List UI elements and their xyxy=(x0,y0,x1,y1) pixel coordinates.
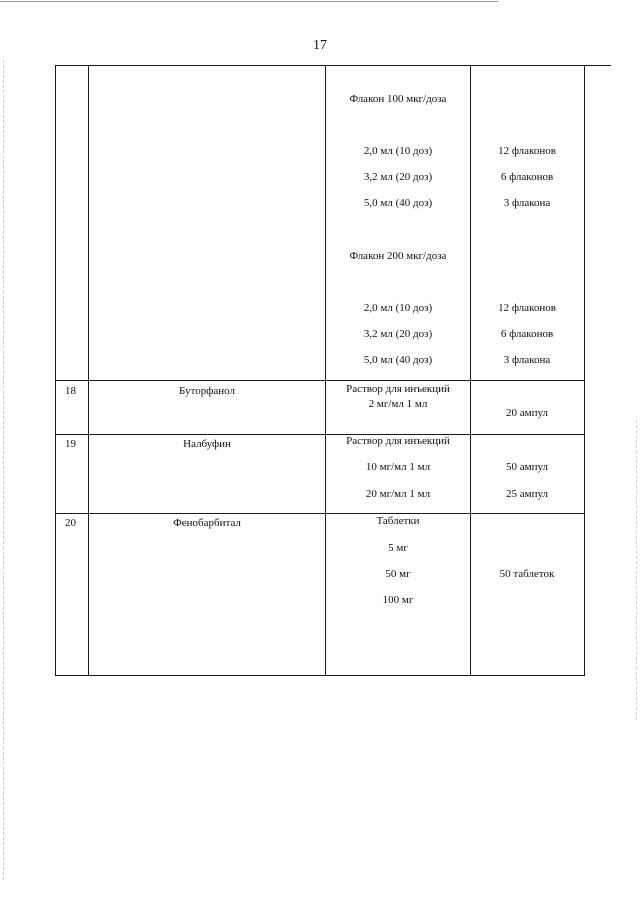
row-divider-20 xyxy=(55,513,585,514)
col-border-form xyxy=(470,65,471,676)
col-border-num xyxy=(88,65,89,676)
scan-edge-right xyxy=(636,420,637,720)
quantity: 25 ампул xyxy=(506,488,548,500)
dosage-form: 3,2 мл (20 доз) xyxy=(363,171,433,183)
dosage-form: 5,0 мл (40 доз) xyxy=(363,197,433,209)
drug-name: Налбуфин xyxy=(183,438,231,450)
dosage-form: Раствор для инъекций xyxy=(346,435,450,447)
dosage-form: Таблетки xyxy=(376,515,420,527)
group-header: Флакон 200 мкг/доза xyxy=(349,250,447,262)
dosage-form: 2 мг/мл 1 мл xyxy=(368,398,428,410)
quantity: 6 флаконов xyxy=(500,328,554,340)
dosage-form: 50 мг xyxy=(385,568,411,580)
row-divider-19 xyxy=(55,434,585,435)
group-header: Флакон 100 мкг/доза xyxy=(349,93,447,105)
dosage-form: 5,0 мл (40 доз) xyxy=(363,354,433,366)
quantity: 6 флаконов xyxy=(500,171,554,183)
col-border-right xyxy=(584,65,585,676)
quantity: 50 ампул xyxy=(506,461,548,473)
drug-name: Фенобарбитал xyxy=(173,517,241,529)
page-number: 17 xyxy=(313,38,327,53)
row-number: 20 xyxy=(65,517,76,529)
dosage-form: 5 мг xyxy=(388,542,408,554)
col-border-left xyxy=(55,65,56,676)
scan-edge-top xyxy=(0,1,498,2)
dosage-form: 3,2 мл (20 доз) xyxy=(363,328,433,340)
drug-name: Буторфанол xyxy=(179,385,235,397)
table-top-border xyxy=(55,65,611,66)
quantity: 20 ампул xyxy=(506,407,548,419)
quantity: 3 флакона xyxy=(503,197,551,209)
dosage-form: 2,0 мл (10 доз) xyxy=(363,145,433,157)
col-border-name xyxy=(325,65,326,676)
scan-edge-left xyxy=(3,60,4,880)
row-divider-18 xyxy=(55,380,585,381)
table-bottom-border xyxy=(55,675,585,676)
dosage-form: Раствор для инъекций xyxy=(346,383,450,395)
dosage-form: 2,0 мл (10 доз) xyxy=(363,302,433,314)
dosage-form: 100 мг xyxy=(382,594,414,606)
quantity: 12 флаконов xyxy=(498,145,556,157)
dosage-form: 10 мг/мл 1 мл xyxy=(365,461,431,473)
dosage-form: 20 мг/мл 1 мл xyxy=(365,488,431,500)
row-number: 18 xyxy=(65,385,76,397)
row-number: 19 xyxy=(65,438,76,450)
quantity: 50 таблеток xyxy=(499,568,555,580)
quantity: 12 флаконов xyxy=(498,302,556,314)
quantity: 3 флакона xyxy=(503,354,551,366)
